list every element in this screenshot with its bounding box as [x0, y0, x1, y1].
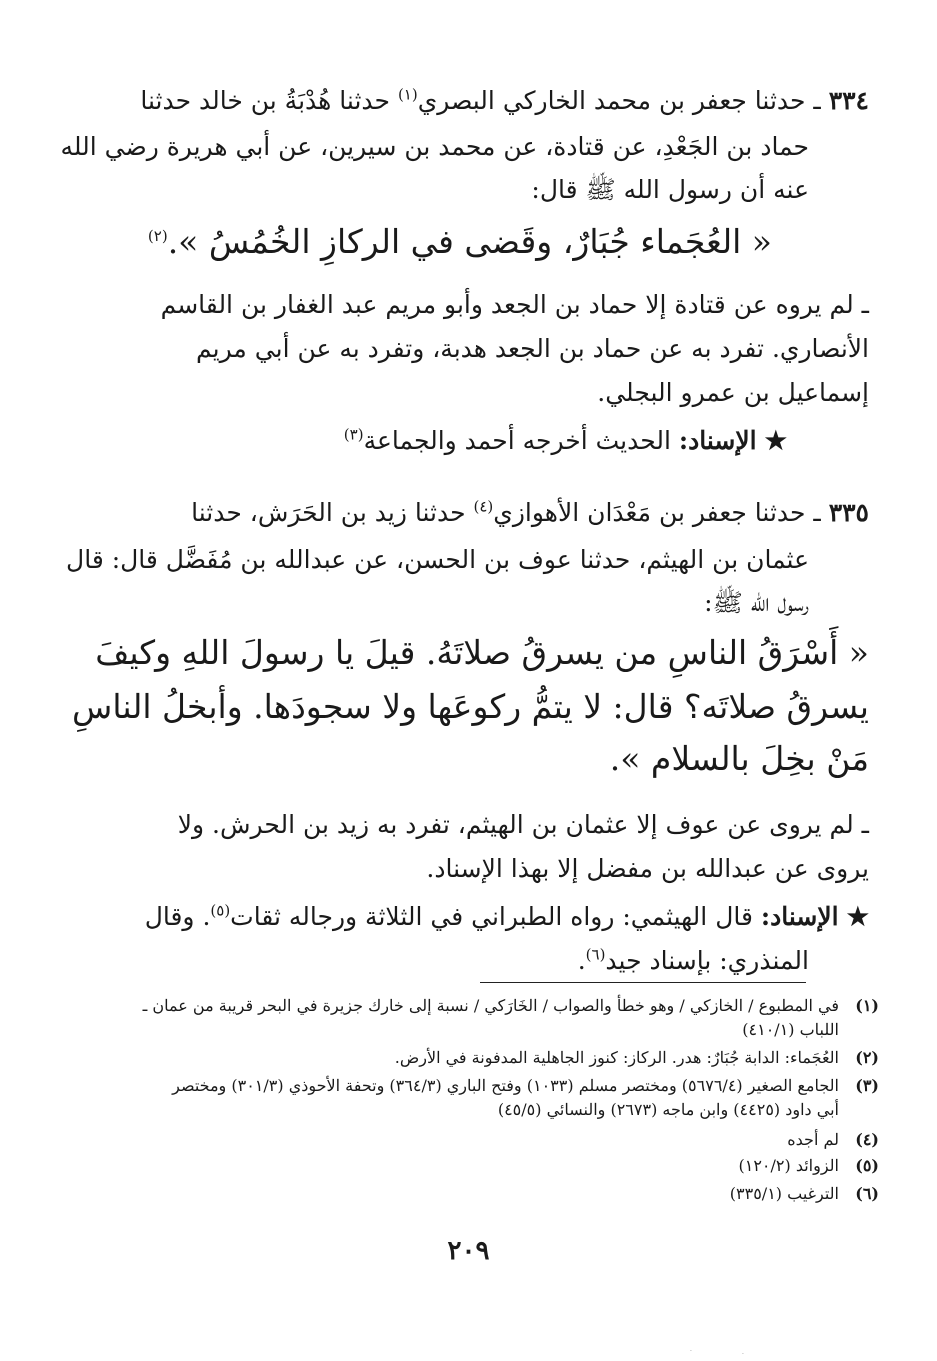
- isnad-text-cont: . وقال: [144, 902, 211, 931]
- footnote-number: (٤): [855, 1130, 879, 1149]
- isnad-text: قال الهيثمي: رواه الطبراني في الثلاثة ورجاله ثقات: [230, 902, 753, 931]
- footnote-number: (١): [855, 996, 879, 1015]
- hadith-335-line-2: [64, 547, 809, 572]
- period: .: [577, 946, 586, 975]
- hadith-335-isnad-1: [64, 901, 869, 931]
- footnote-ref: (١): [397, 85, 418, 104]
- star-icon: ★: [846, 902, 869, 931]
- footnote-3: [59, 1074, 879, 1122]
- hadith-334-note-3: [64, 380, 869, 405]
- hadith-chain-cont: حدثنا زيد بن الحَرَش، حدثنا: [191, 498, 466, 527]
- footnote-number: (٢): [855, 1048, 879, 1067]
- footnote-6: [59, 1182, 879, 1206]
- hadith-334-isnad: [87, 425, 787, 455]
- footnote-ref: (٢): [147, 227, 168, 245]
- hadith-335-text-3: [64, 739, 869, 778]
- footnote-4: [59, 1128, 879, 1152]
- hadith-chain: ـ حدثنا جعفر بن مَعْدَان الأهوازي: [493, 498, 821, 527]
- footnote-divider: [480, 982, 806, 983]
- footnote-number: (٥): [855, 1156, 879, 1175]
- footnote-text: الزوائد (١٢٠/٢): [738, 1156, 839, 1175]
- footnote-number: (٣): [855, 1076, 879, 1095]
- isnad-text: الحديث أخرجه أحمد والجماعة: [363, 426, 671, 455]
- hadith-chain-cont: حدثنا هُدْبَةُ بن خالد حدثنا: [140, 86, 390, 115]
- hadith-335-line-3: [64, 590, 809, 615]
- footnote-2: [59, 1046, 879, 1070]
- hadith-334-text: [92, 222, 772, 261]
- footnote-text: العُجَماء: الدابة جُبَارٌ: هدر. الركاز: كنوز الجاهلية المدفونة في الأرض.: [394, 1048, 839, 1067]
- footnote-text: أبي داود (٤٤٢٥) وابن ماجه (٢٦٧٣) والنسائي (٤٥/٥): [497, 1100, 839, 1119]
- note-line: إسماعيل بن عمرو البجلي.: [597, 378, 869, 407]
- hadith-matn: يسرقُ صلاتَه؟ قال: لا يتمُّ ركوعَها ولا سجودَها. وأبخلُ الناسِ: [72, 687, 869, 726]
- hadith-335-isnad-2: [64, 945, 809, 975]
- hadith-334-note-1: [64, 292, 869, 317]
- scan-speck: ·: [742, 1351, 744, 1358]
- hadith-335-note-1: [64, 812, 869, 837]
- footnote-5: [59, 1154, 879, 1178]
- isnad-label: الإسناد:: [678, 426, 757, 455]
- note-line: ـ لم يروى عن عوف إلا عثمان بن الهيثم، تفرد به زيد بن الحرش. ولا: [177, 810, 869, 839]
- footnote-number: (٦): [855, 1184, 879, 1203]
- hadith-chain: ـ حدثنا جعفر بن محمد الخاركي البصري: [417, 86, 821, 115]
- hadith-chain-line: رسول الله ﷺ:: [704, 588, 809, 617]
- hadith-number: ٣٣٥: [828, 498, 869, 527]
- footnote-ref: (٦): [585, 945, 606, 964]
- hadith-chain-line: عثمان بن الهيثم، حدثنا عوف بن الحسن، عن عبدالله بن مُفَضَّل قال: قال: [66, 545, 809, 574]
- note-line: الأنصاري. تفرد به عن حماد بن الجعد هدبة، وتفرد به عن أبي مريم: [196, 334, 869, 363]
- page-number: ٢٠٩: [447, 1236, 490, 1266]
- footnote-ref: (٥): [210, 901, 231, 920]
- footnote-text: في المطبوع / الخازكي / وهو خطأ والصواب / الخَارَكي / نسبة إلى خارك جزيرة في البحر قريبة من عمان ـ: [142, 996, 839, 1015]
- hadith-335-text-2: [64, 687, 869, 726]
- hadith-number: ٣٣٤: [828, 86, 869, 115]
- hadith-matn: مَنْ بخِلَ بالسلام ».: [609, 739, 869, 778]
- hadith-matn: « العُجَماء جُبَارٌ، وقَضى في الركازِ الخُمُسُ ».: [167, 222, 772, 261]
- footnote-text: اللباب (٤١٠/١): [742, 1020, 839, 1039]
- hadith-335-line-1: [64, 497, 869, 527]
- hadith-matn: « أَسْرَقُ الناسِ من يسرقُ صلاتَهُ. قيلَ يا رسولَ اللهِ وكيفَ: [95, 633, 869, 672]
- hadith-334-note-2: [64, 336, 869, 361]
- footnote-ref: (٤): [473, 497, 494, 516]
- hadith-chain-line: حماد بن الجَعْدِ، عن قتادة، عن محمد بن سيرين، عن أبي هريرة رضي الله: [60, 132, 809, 161]
- hadith-334-line-1: [64, 85, 869, 115]
- footnote-text: الجامع الصغير (٥٦٧٦/٤) ومختصر مسلم (١٠٣٣) وفتح الباري (٣٦٤/٣) وتحفة الأحوذي (٣٠١/٣) ومختصر: [172, 1076, 839, 1095]
- hadith-334-line-2: [60, 132, 809, 161]
- footnote-1: [59, 994, 879, 1042]
- isnad-text: المنذري: بإسناد جيد: [605, 946, 809, 975]
- scan-speck: ·: [690, 1348, 692, 1355]
- footnote-text: الترغيب (٣٣٥/١): [729, 1184, 839, 1203]
- note-line: ـ لم يروه عن قتادة إلا حماد بن الجعد وأبو مريم عبد الغفار بن القاسم: [160, 290, 869, 319]
- hadith-335-text-1: [64, 633, 869, 672]
- star-icon: ★: [764, 426, 787, 455]
- hadith-chain-line: عنه أن رسول الله ﷺ قال:: [531, 175, 809, 204]
- isnad-label: الإسناد:: [760, 902, 839, 931]
- footnote-text: لم أجده: [787, 1130, 839, 1149]
- hadith-335-note-2: [64, 856, 869, 881]
- hadith-334-line-3: [64, 177, 809, 202]
- footnote-ref: (٣): [343, 425, 364, 444]
- note-line: يروى عن عبدالله بن مفضل إلا بهذا الإسناد.: [426, 854, 869, 883]
